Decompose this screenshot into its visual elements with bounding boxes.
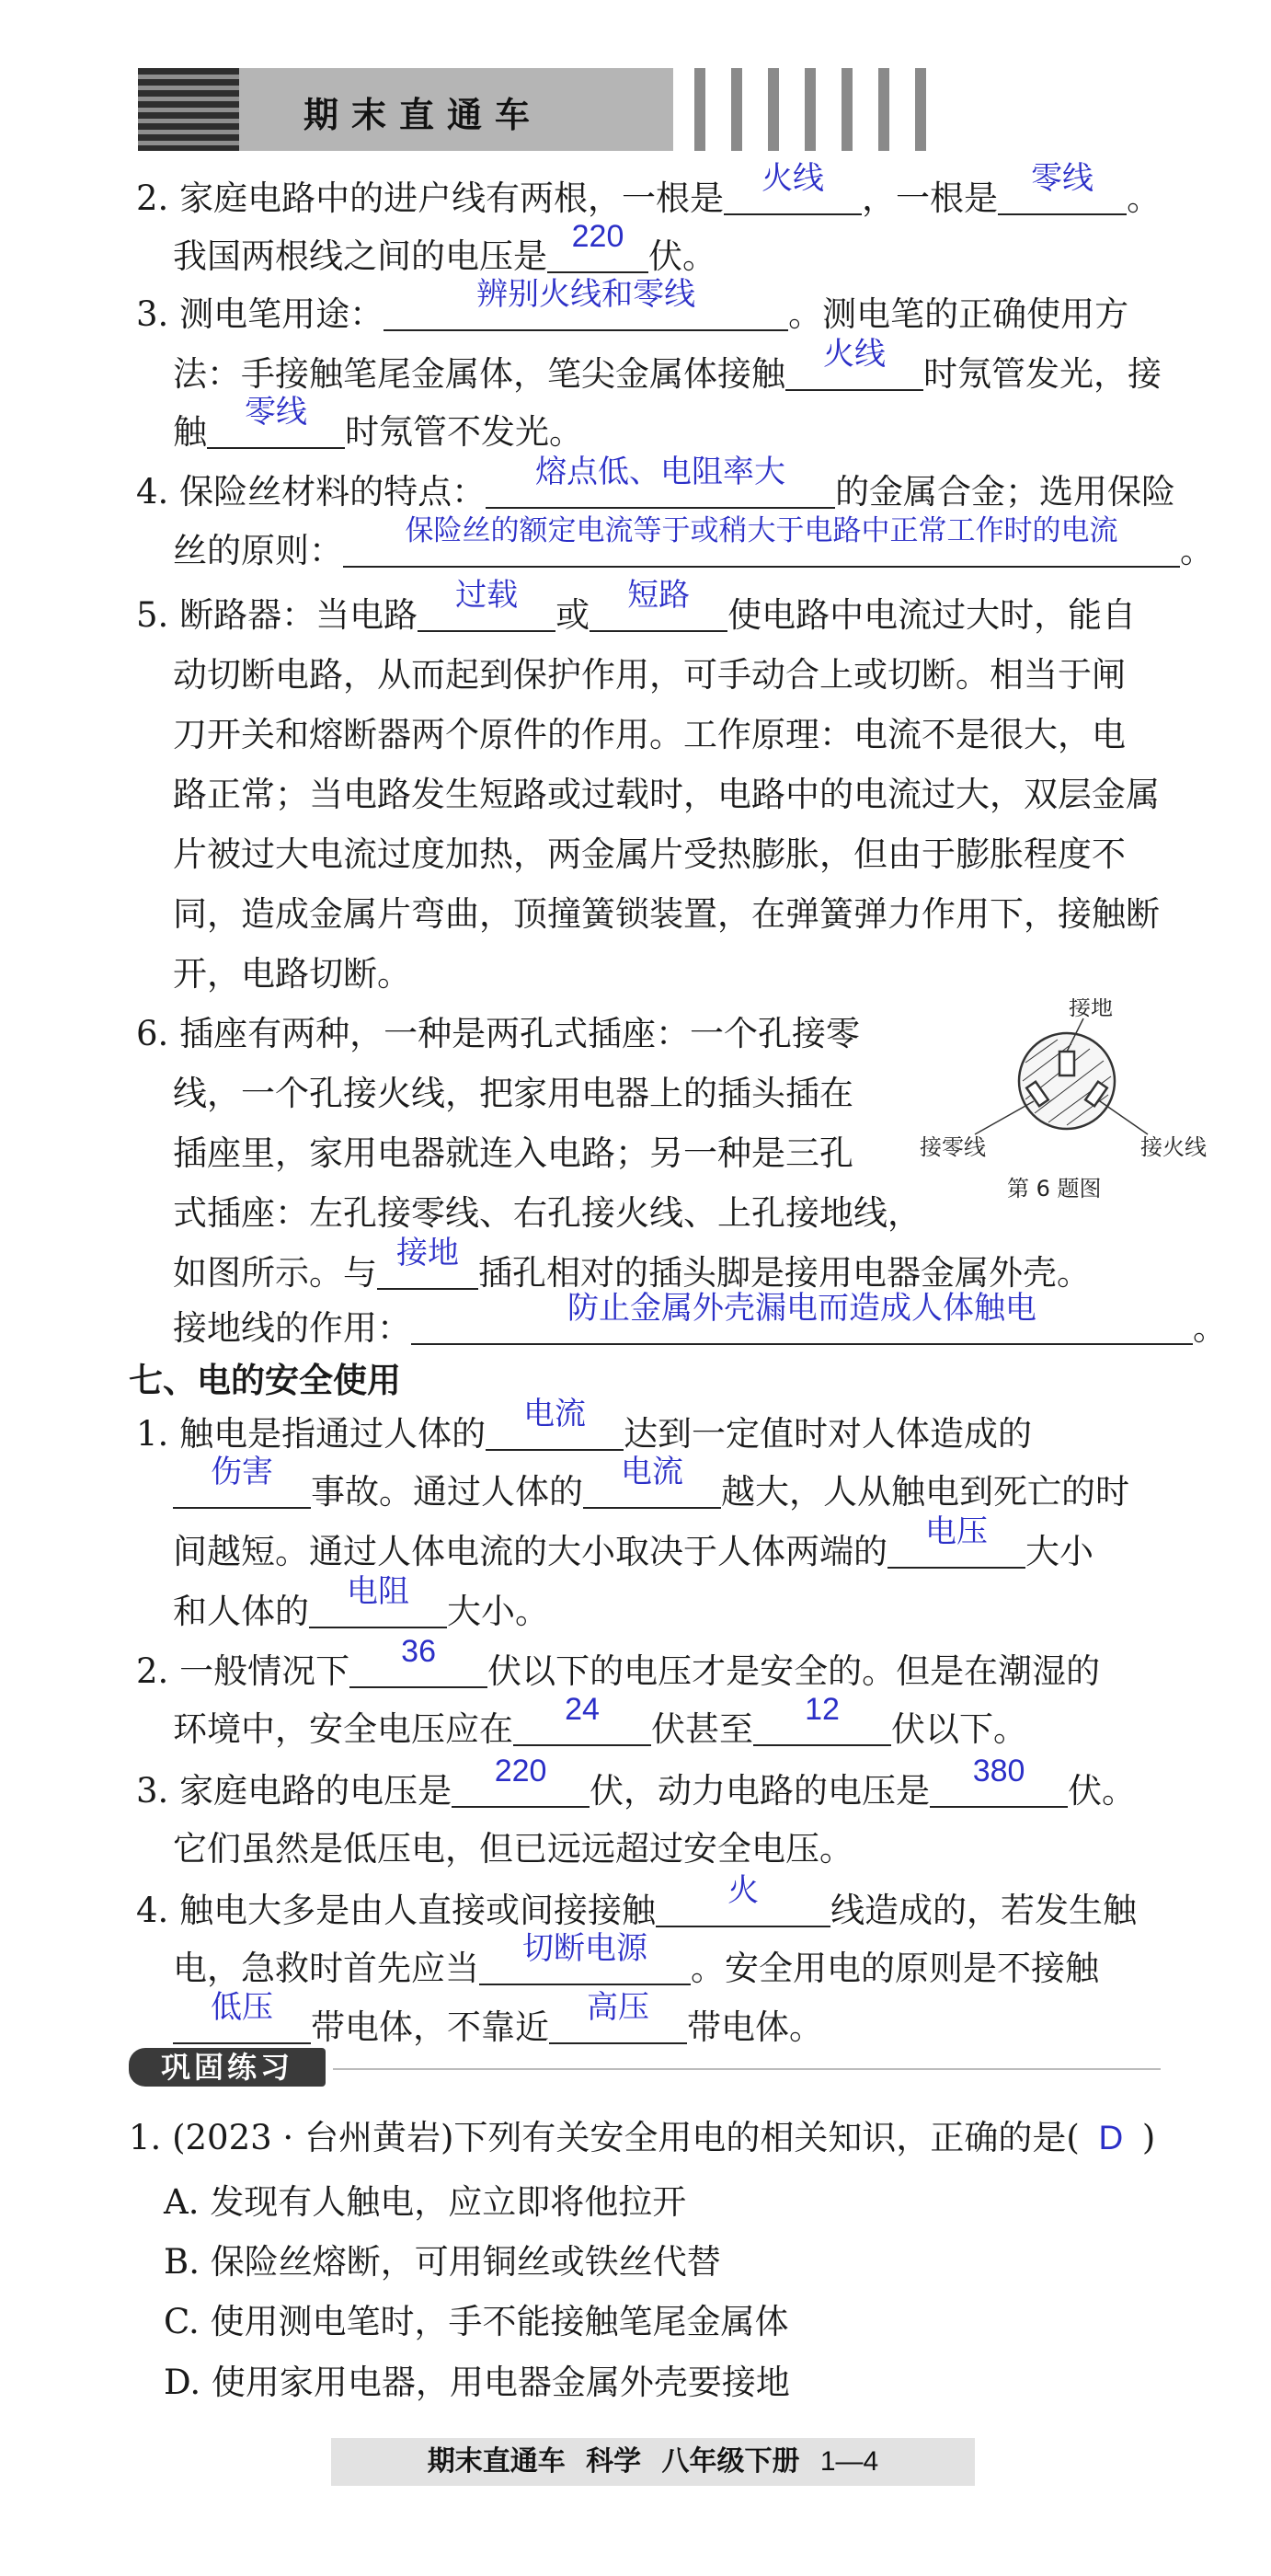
figure-caption: 第 6 题图	[1007, 1176, 1102, 1202]
footer-book: 期末直通车	[427, 2446, 566, 2477]
s7q4-line2: 电，急救时首先应当 切断电源 。安全用电的原则是不接触	[173, 1947, 1099, 1991]
q2-line2: 我国两根线之间的电压是 220 伏。	[173, 235, 716, 279]
q2-line1: 2. 家庭电路中的进户线有两根，一根是 火线 ，一根是 零线 。	[136, 177, 1161, 221]
label-live: 接火线	[1140, 1134, 1207, 1160]
option-d: D. 使用家用电器，用电器金属外壳要接地	[164, 2363, 790, 2402]
option-c: C. 使用测电笔时，手不能接触笔尾金属体	[164, 2302, 789, 2341]
q4-answer-1: 熔点低、电阻率大	[535, 454, 786, 489]
s7q4-line3: 低压 带电体，不靠近 高压 带电体。	[173, 2006, 823, 2050]
q5-line3: 刀开关和熔断器两个原件的作用。工作原理：电流不是很大，电	[173, 715, 1126, 754]
s7q1-answer-4: 电压	[925, 1514, 988, 1549]
s7q3-answer-2: 380	[972, 1754, 1025, 1788]
practice-q1-stem: 1. (2023 · 台州黄岩)下列有关安全用电的相关知识，正确的是( D )	[129, 2116, 1155, 2160]
q3-line1: 3. 测电笔用途： 辨别火线和零线 。测电笔的正确使用方	[136, 293, 1128, 337]
option-a: A. 发现有人触电，应立即将他拉开	[164, 2182, 687, 2222]
leader-right	[1100, 1101, 1148, 1134]
footer-grade: 八年级下册	[661, 2446, 800, 2477]
q6-line4: 式插座：左孔接零线、右孔接火线、上孔接地线，	[173, 1193, 922, 1233]
q4-answer-2: 保险丝的额定电流等于或稍大于电路中正常工作时的电流	[405, 514, 1118, 546]
header-bars	[694, 68, 943, 151]
q5-line6: 同，造成金属片弯曲，顶撞簧锁装置，在弹簧弹力作用下，接触断	[173, 894, 1160, 934]
section-7-title: 七、电的安全使用	[129, 1362, 401, 1399]
q4-line2: 丝的原则： 保险丝的额定电流等于或稍大于电路中正常工作时的电流 。	[173, 529, 1214, 573]
q3-answer-3: 零线	[245, 395, 307, 430]
q6-line5: 如图所示。与 接地 插孔相对的插头脚是接用电器金属外壳。	[173, 1251, 1091, 1295]
q3-answer-2: 火线	[823, 337, 886, 372]
s7q3-line2: 它们虽然是低压电，但已远远超过安全电压。	[173, 1829, 853, 1869]
header-stripes	[138, 68, 239, 151]
q6-line3: 插座里，家用电器就连入电路；另一种是三孔	[173, 1133, 853, 1173]
socket-diagram-svg	[920, 998, 1223, 1210]
s7q4-line1: 4. 触电大多是由人直接或间接接触 火 线造成的，若发生触	[136, 1889, 1137, 1933]
s7q4-answer-4: 高压	[587, 1990, 649, 2025]
q5-line2: 动切断电路，从而起到保护作用，可手动合上或切断。相当于闸	[173, 655, 1126, 695]
s7q4-answer-3: 低压	[211, 1990, 273, 2025]
q6-line1: 6. 插座有两种，一种是两孔式插座：一个孔接零	[136, 1014, 861, 1053]
footer-subject: 科学	[586, 2446, 642, 2477]
q4-line1: 4. 保险丝材料的特点： 熔点低、电阻率大 的金属合金；选用保险	[136, 470, 1175, 514]
q5-line4: 路正常；当电路发生短路或过载时，电路中的电流过大，双层金属	[173, 775, 1160, 814]
footer-page-number: 1—4	[819, 2446, 879, 2477]
s7q1-line1: 1. 触电是指通过人体的 电流 达到一定值时对人体造成的	[136, 1412, 1032, 1456]
practice-q1-answer: D	[1098, 2119, 1124, 2156]
q5-line5: 片被过大电流过度加热，两金属片受热膨胀，但由于膨胀程度不	[173, 834, 1126, 874]
q3-answer-1: 辨别火线和零线	[476, 277, 696, 312]
label-neutral: 接零线	[920, 1134, 986, 1160]
header-title: 期末直通车	[303, 94, 544, 135]
q6-answer-1: 接地	[396, 1236, 459, 1271]
s7q3-answer-1: 220	[494, 1754, 547, 1788]
practice-badge: 巩固练习	[129, 2048, 326, 2087]
q6-line6: 接地线的作用： 防止金属外壳漏电而造成人体触电 。	[173, 1306, 1227, 1351]
q2-answer-3: 220	[571, 219, 624, 254]
s7q2-answer-2: 24	[565, 1692, 600, 1727]
q3-line2: 法：手接触笔尾金属体，笔尖金属体接触 火线 时氖管发光，接	[173, 352, 1162, 397]
q6-answer-2: 防止金属外壳漏电而造成人体触电	[567, 1291, 1036, 1326]
s7q1-line3: 间越短。通过人体电流的大小取决于人体两端的 电压 大小	[173, 1530, 1094, 1574]
socket-diagram	[920, 998, 1223, 1210]
s7q1-answer-3: 电流	[621, 1455, 683, 1489]
s7q1-answer-2: 伤害	[211, 1455, 273, 1489]
q2-answer-1: 火线	[761, 161, 825, 196]
q5-answer-2: 短路	[627, 578, 691, 613]
s7q2-line1: 2. 一般情况下 36 伏以下的电压才是安全的。但是在潮湿的	[136, 1650, 1100, 1694]
q6-line2: 线，一个孔接火线，把家用电器上的插头插在	[173, 1074, 853, 1113]
s7q1-answer-5: 电阻	[347, 1574, 409, 1609]
s7q4-answer-2: 切断电源	[522, 1931, 647, 1966]
leader-left	[975, 1101, 1034, 1134]
s7q1-line2: 伤害 事故。通过人体的 电流 越大，人从触电到死亡的时	[173, 1470, 1129, 1514]
practice-divider	[333, 2068, 1161, 2070]
s7q1-answer-1: 电流	[523, 1397, 587, 1432]
socket-hole-top	[1059, 1052, 1074, 1075]
page-footer	[331, 2438, 975, 2486]
s7q2-line2: 环境中，安全电压应在 24 伏甚至 12 伏以下。	[173, 1708, 1027, 1752]
s7q1-line4: 和人体的 电阻 大小。	[173, 1590, 549, 1634]
q5-line1: 5. 断路器：当电路 过载 或 短路 使电路中电流过大时，能自	[136, 593, 1136, 638]
s7q3-line1: 3. 家庭电路的电压是 220 伏，动力电路的电压是 380 伏。	[136, 1769, 1136, 1813]
q3-line3: 触 零线 时氖管不发光。	[173, 410, 583, 454]
option-b: B. 保险丝熔断，可用铜丝或铁丝代替	[164, 2242, 721, 2282]
q2-answer-2: 零线	[1031, 161, 1094, 196]
s7q2-answer-3: 12	[805, 1692, 840, 1727]
s7q4-answer-1: 火	[727, 1873, 760, 1908]
q5-line7: 开，电路切断。	[173, 954, 411, 994]
label-ground: 接地	[1069, 998, 1113, 1020]
s7q2-answer-1: 36	[401, 1634, 436, 1669]
q5-answer-1: 过载	[455, 578, 519, 613]
